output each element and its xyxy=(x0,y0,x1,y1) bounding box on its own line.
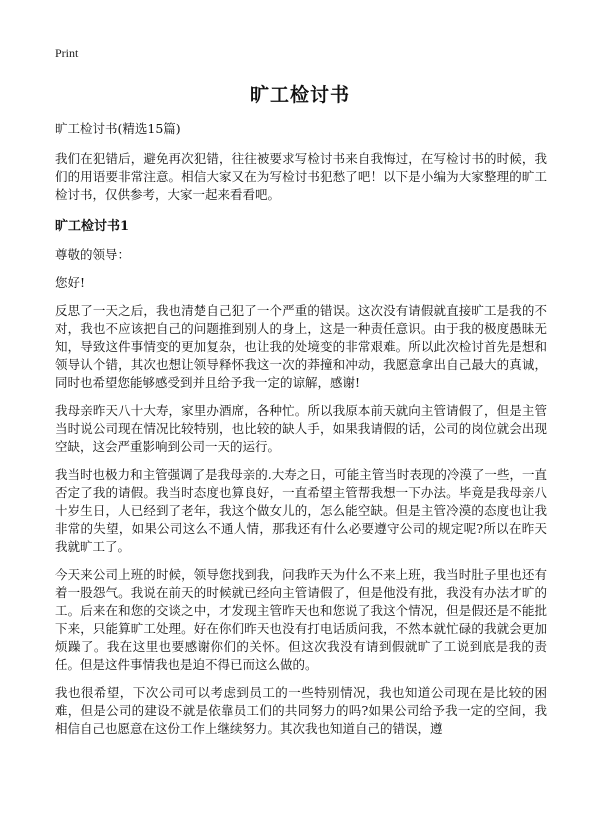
body-paragraph: 我母亲昨天八十大寿，家里办酒席，各种忙。所以我原本前天就向主管请假了，但是主管当时说公司现在情况比较特别，也比较的缺人手，如果我请假的话，公司的岗位就会出现空缺，这会严重影响到公司一天的运行。 xyxy=(55,403,547,454)
body-paragraph: 我也很希望，下次公司可以考虑到员工的一些特别情况，我也知道公司现在是比较的困难，但是公司的建设不就是依靠员工们的共同努力的吗?如果公司给予我一定的空间，我相信自己也愿意在这份工作上继续努力。其次我也知道自己的错误，遵 xyxy=(55,685,547,736)
document-title: 旷工检讨书 xyxy=(249,84,350,106)
salutation: 尊敬的领导： xyxy=(55,247,131,262)
document-subtitle: 旷工检讨书(精选15篇) xyxy=(55,121,181,136)
body-paragraph: 今天来公司上班的时候，领导您找到我，问我昨天为什么不来上班，我当时肚子里也还有着一股怨气。我说在前天的时候就已经向主管请假了，但是他没有批，我没有办法才旷的工。后来在和您的交谈之中，才发现主管昨天也和您说了我这个情况，但是假还是不能批下来，只能算旷工处理。好在你们昨天也没有打电话质问我，不然本就忙碌的我就会更加烦躁了。我在这里也要感谢你们的关怀。但这次我没有请到假就旷了工说到底是我的责任。但是这件事情我也是迫不得已而这么做的。 xyxy=(55,567,547,672)
section-heading: 旷工检讨书1 xyxy=(55,219,130,234)
body-paragraph: 反思了一天之后，我也清楚自己犯了一个严重的错误。这次没有请假就直接旷工是我的不对，我也不应该把自己的问题推到别人的身上，这是一种责任意识。由于我的极度愚昧无知，导致这件事情变的更加复杂，也让我的处境变的非常艰难。所以此次检讨首先是想和领导认个错，其次也想让领导释怀我这一次的莽撞和冲动，我愿意拿出自己最大的真诚，同时也希望您能够感受到并且给予我一定的谅解，感谢! xyxy=(55,303,547,390)
document-body xyxy=(55,120,547,748)
body-paragraph: 我当时也极力和主管强调了是我母亲的.大寿之日，可能主管当时表现的冷漠了一些，一直否定了我的请假。我当时态度也算良好，一直希望主管帮我想一下办法。毕竟是我母亲八十岁生日，人已经到了老年，我这个做女儿的，怎么能空缺。但是主管冷漠的态度也让我非常的失望，如果公司这么不通人情，那我还有什么必要遵守公司的规定呢?所以在昨天我就旷工了。 xyxy=(55,467,547,554)
intro-paragraph: 我们在犯错后，避免再次犯错，往往被要求写检讨书来自我悔过，在写检讨书的时候，我们的用语要非常注意。相信大家又在为写检讨书犯愁了吧！以下是小编为大家整理的旷工检讨书，仅供参考，大家一起来看看吧。 xyxy=(55,151,547,202)
print-link[interactable]: Print xyxy=(55,46,79,60)
greeting: 您好! xyxy=(55,275,86,290)
